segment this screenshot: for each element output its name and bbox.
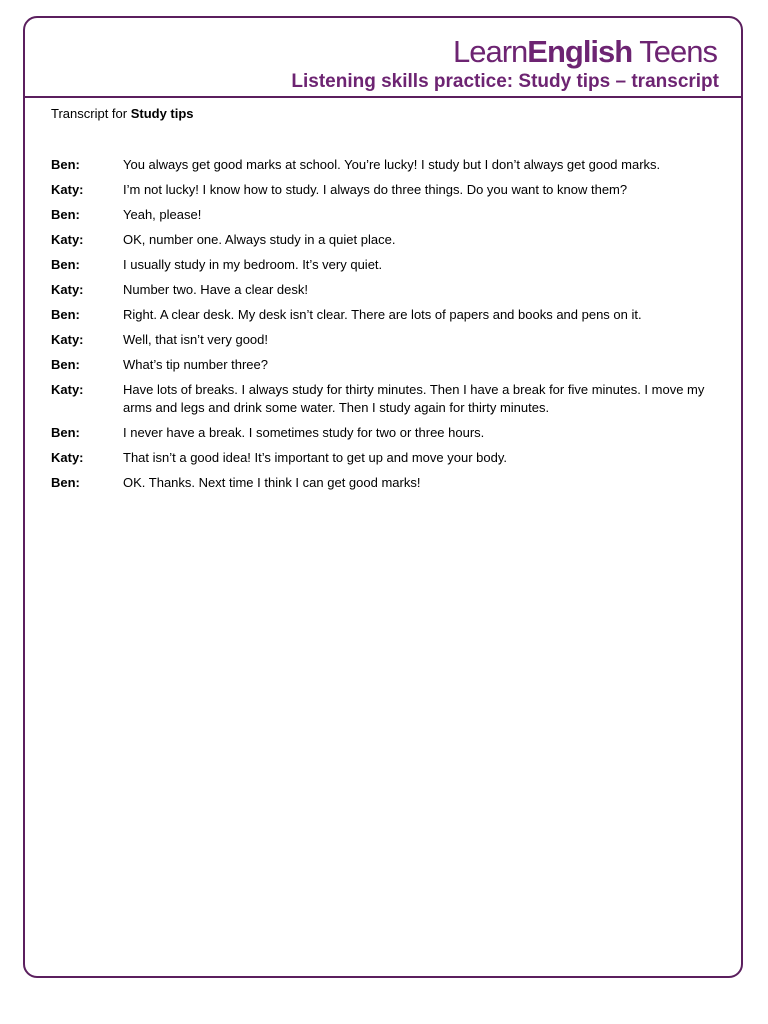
speaker-label: Katy:	[51, 450, 84, 465]
transcript-line	[51, 256, 731, 274]
header	[25, 18, 741, 98]
speaker-label: Ben:	[51, 475, 80, 490]
speech-text: OK. Thanks. Next time I think I can get good marks!	[123, 475, 421, 490]
speech-text: OK, number one. Always study in a quiet place.	[123, 232, 396, 247]
speaker-label: Ben:	[51, 425, 80, 440]
transcript	[51, 156, 731, 499]
speech-text: I usually study in my bedroom. It’s very quiet.	[123, 257, 383, 272]
speech-text: That isn’t a good idea! It’s important to get up and move your body.	[123, 450, 507, 465]
transcript-line	[51, 181, 731, 199]
logo-teens: Teens	[632, 34, 717, 69]
speaker-label: Katy:	[51, 332, 84, 347]
speech-text: Number two. Have a clear desk!	[123, 282, 308, 297]
speaker-label: Ben:	[51, 357, 80, 372]
speaker-label: Ben:	[51, 257, 80, 272]
speaker-label: Katy:	[51, 232, 84, 247]
transcript-line	[51, 331, 731, 349]
transcript-line	[51, 474, 731, 492]
learnenglish-teens-logo	[453, 34, 717, 70]
speech-text: Well, that isn’t very good!	[123, 332, 268, 347]
transcript-line	[51, 156, 731, 174]
speaker-label: Ben:	[51, 307, 80, 322]
transcript-line	[51, 449, 731, 467]
speaker-label: Katy:	[51, 382, 84, 397]
page-title: Listening skills practice: Study tips – transcript	[291, 71, 719, 92]
speaker-label: Ben:	[51, 207, 80, 222]
logo-learn: Learn	[452, 34, 528, 69]
intro-prefix: Transcript for	[51, 106, 131, 121]
speech-text: Yeah, please!	[123, 207, 202, 222]
logo-english: English	[527, 34, 633, 69]
intro-topic: Study tips	[130, 106, 194, 121]
speech-text: Right. A clear desk. My desk isn’t clear. There are lots of papers and books and pens on it.	[123, 307, 642, 322]
speech-text: What’s tip number three?	[123, 357, 268, 372]
transcript-line	[51, 381, 731, 417]
speech-text: I never have a break. I sometimes study for two or three hours.	[123, 425, 485, 440]
transcript-line	[51, 356, 731, 374]
speech-text: I’m not lucky! I know how to study. I always do three things. Do you want to know them?	[123, 182, 628, 197]
speaker-label: Katy:	[51, 282, 84, 297]
transcript-line	[51, 206, 731, 224]
speech-text: You always get good marks at school. You’re lucky! I study but I don’t always get good marks.	[123, 157, 661, 172]
transcript-line	[51, 281, 731, 299]
speaker-label: Ben:	[51, 157, 80, 172]
transcript-line	[51, 231, 731, 249]
transcript-intro	[51, 106, 194, 122]
transcript-line	[51, 424, 731, 442]
transcript-line	[51, 306, 731, 324]
speaker-label: Katy:	[51, 182, 84, 197]
speech-text: Have lots of breaks. I always study for thirty minutes. Then I have a break for five minutes. I move my arms and legs and drink some water. Then I study again for thirty minutes.	[123, 382, 705, 415]
